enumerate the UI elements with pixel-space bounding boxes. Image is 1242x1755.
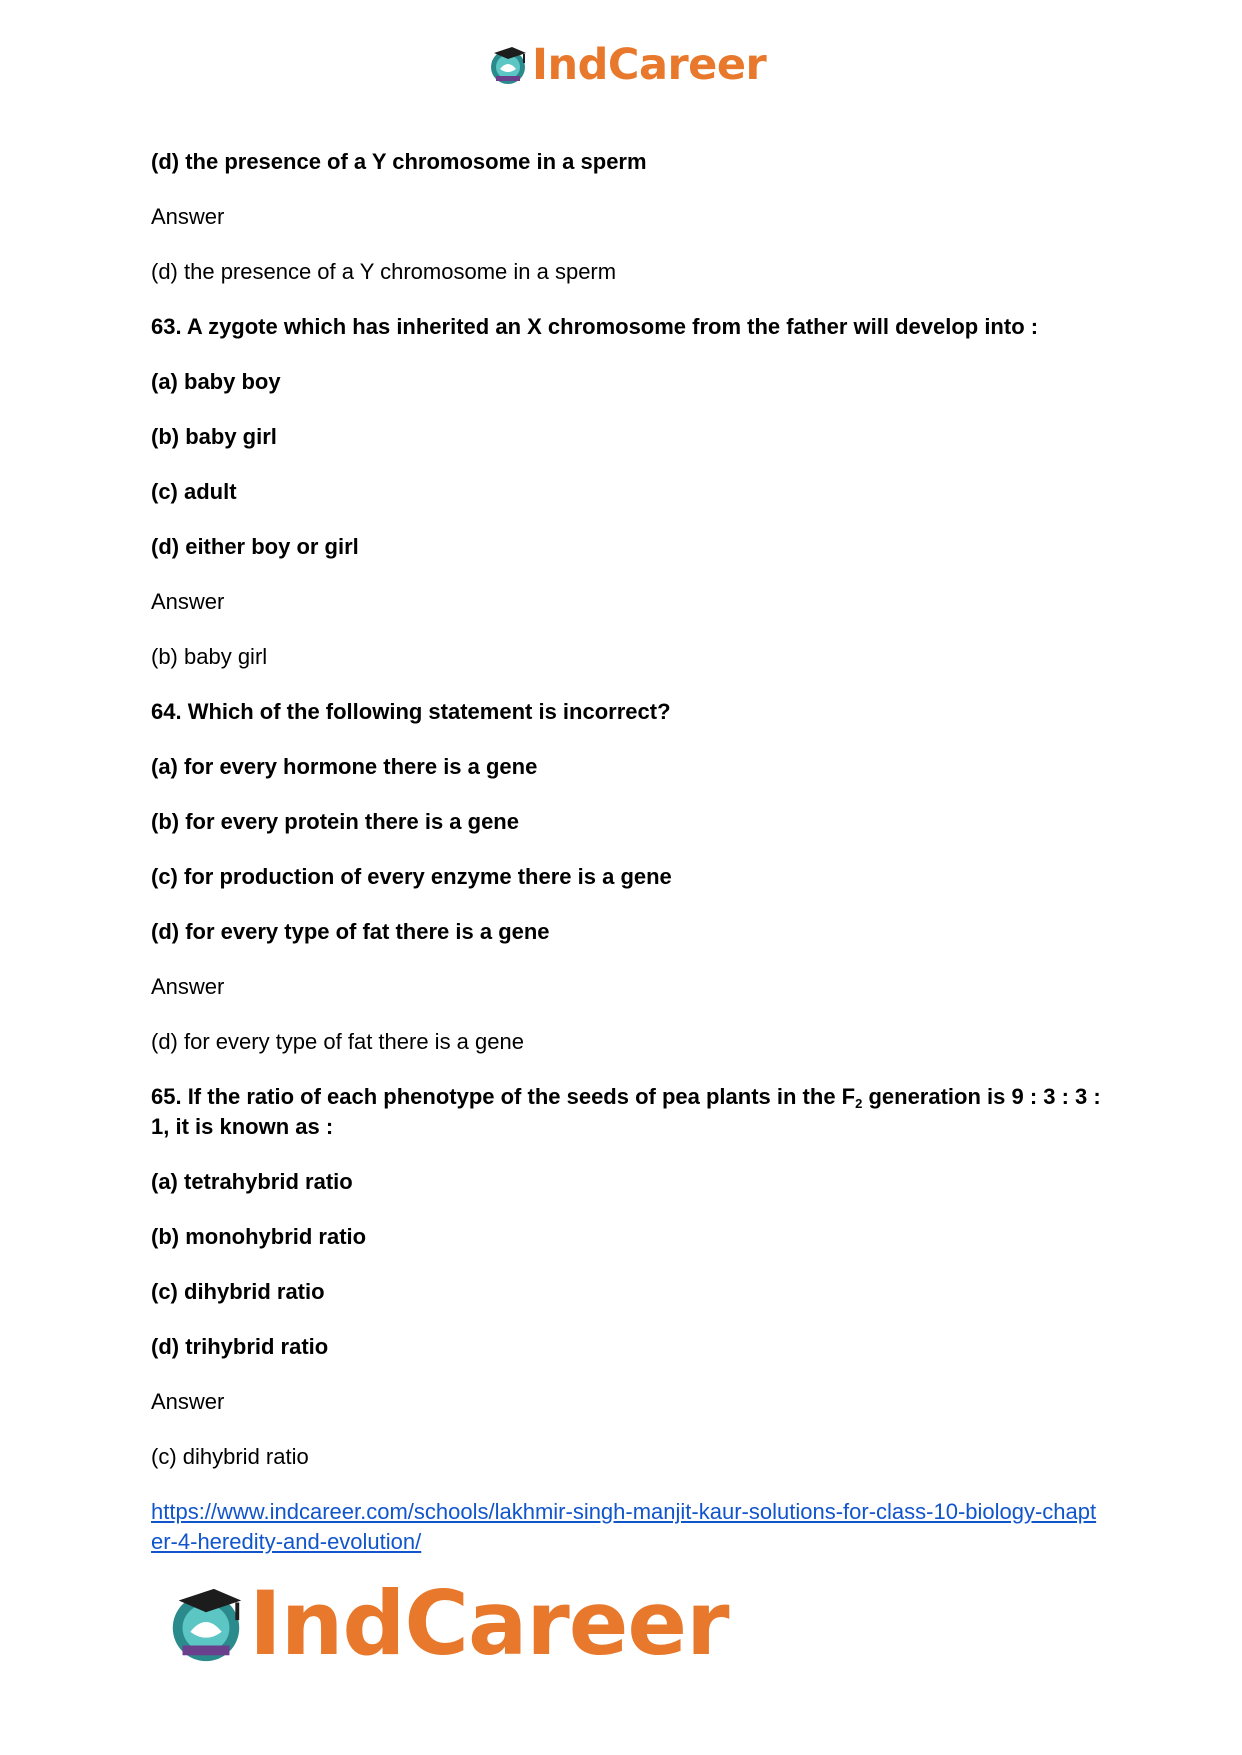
option-text: (d) the presence of a Y chromosome in a sperm: [151, 149, 647, 174]
option-text: (a) for every hormone there is a gene: [151, 754, 538, 779]
header-logo: [486, 40, 766, 90]
option-text: (d) either boy or girl: [151, 534, 359, 559]
option-text: (c) for production of every enzyme there is a gene: [151, 864, 672, 889]
answer-label: Answer: [151, 589, 225, 614]
logo-text: IndCareer: [249, 1572, 729, 1675]
logo-text: IndCareer: [532, 39, 767, 90]
answer-text: (c) dihybrid ratio: [151, 1444, 309, 1469]
answer-text: (d) for every type of fat there is a gene: [151, 1029, 524, 1054]
question-65: [151, 1082, 1101, 1142]
footer-logo: [163, 1572, 729, 1675]
option-text: (c) adult: [151, 479, 237, 504]
option-text: (d) for every type of fat there is a gene: [151, 919, 550, 944]
option-text: (b) monohybrid ratio: [151, 1224, 367, 1249]
answer-text: (b) baby girl: [151, 644, 268, 669]
source-link[interactable]: https://www.indcareer.com/schools/lakhmir-singh-manjit-kaur-solutions-for-class-10-biology-chapter-4-heredity-and-evolution/: [151, 1499, 1097, 1554]
option-text: (a) tetrahybrid ratio: [151, 1169, 353, 1194]
graduation-globe-icon: [163, 1581, 249, 1667]
option-text: (d) trihybrid ratio: [151, 1334, 329, 1359]
question-64: 64. Which of the following statement is incorrect?: [151, 699, 671, 724]
answer-text: (d) the presence of a Y chromosome in a sperm: [151, 259, 617, 284]
option-text: (b) for every protein there is a gene: [151, 809, 519, 834]
answer-label: Answer: [151, 204, 225, 229]
answer-label: Answer: [151, 1389, 225, 1414]
question-65-text: 65. If the ratio of each phenotype of the seeds of pea plants in the F: [151, 1084, 856, 1109]
question-63: 63. A zygote which has inherited an X chromosome from the father will develop into :: [151, 314, 1039, 339]
question-65-text-cont: generation is 9 : 3 : 3 : 1, it is known as :: [151, 1084, 1101, 1139]
option-text: (c) dihybrid ratio: [151, 1279, 325, 1304]
document-body: [151, 147, 1101, 1557]
option-text: (a) baby boy: [151, 369, 281, 394]
graduation-globe-icon: [486, 43, 530, 87]
answer-label: Answer: [151, 974, 225, 999]
option-text: (b) baby girl: [151, 424, 277, 449]
subscript: 2: [855, 1096, 863, 1111]
